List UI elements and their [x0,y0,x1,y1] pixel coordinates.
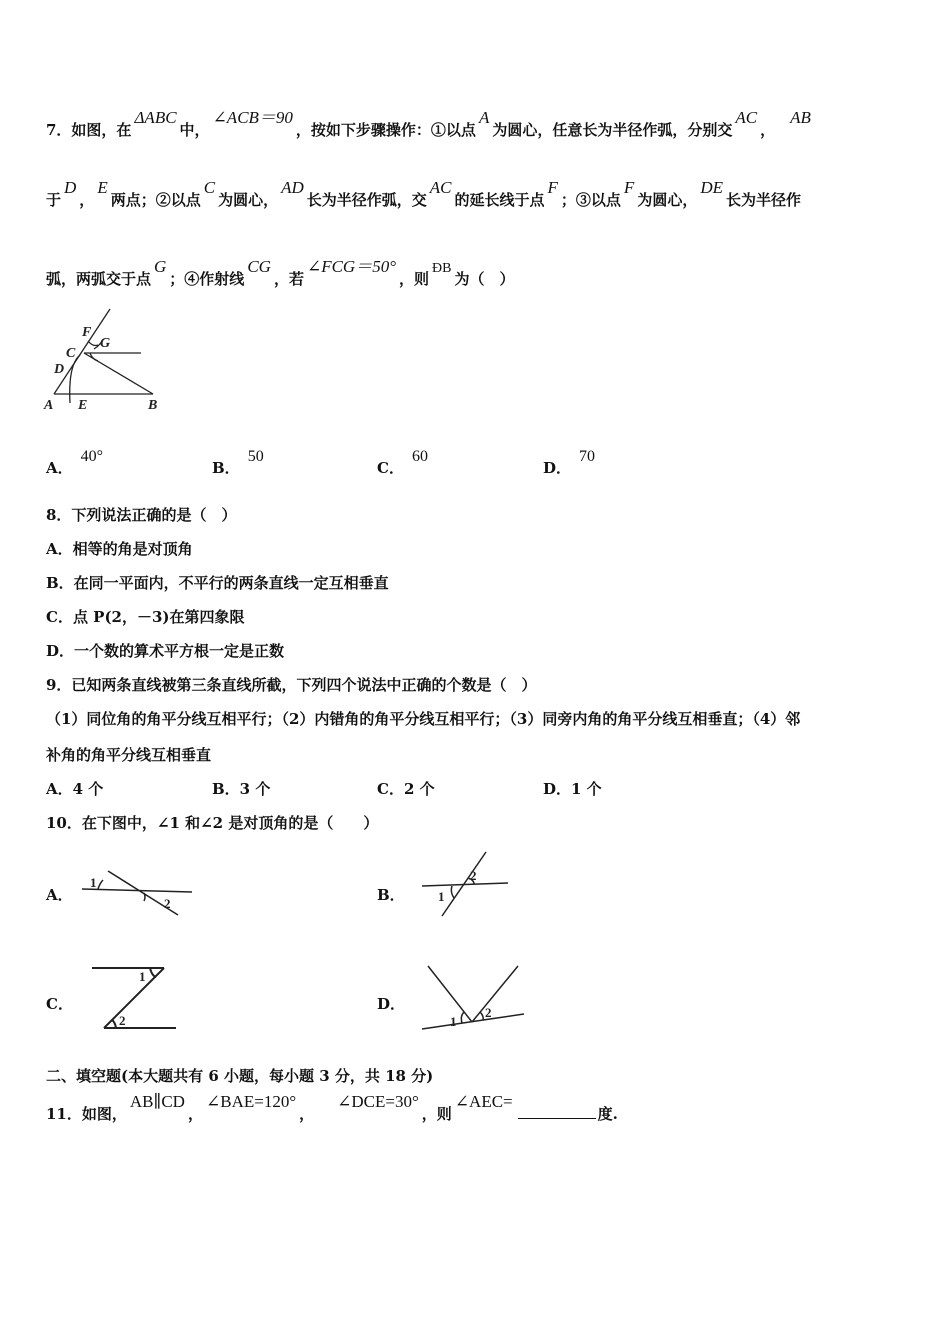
label-1: 1 [90,875,97,890]
text: 长为半径作 [726,191,802,209]
text: 度. [597,1105,618,1123]
q7-line-1 [46,108,814,140]
option-value: 40° [80,448,104,465]
q8-option-d[interactable]: D．一个数的算术平方根一定是正数 [46,642,285,660]
angle-arc [112,1020,116,1028]
text: ；③以点 [560,191,621,209]
option-value: 70 [579,448,596,465]
q10-figure-a [80,865,195,920]
math: AB [790,108,811,127]
q9-stem: 9．已知两条直线被第三条直线所截，下列四个说法中正确的个数是（ ） [46,676,537,694]
q10-option-a[interactable]: A． [46,886,73,904]
math: CG [247,257,271,276]
q7-line-2 [46,178,802,210]
math: DE [700,178,723,197]
angle-arc [150,968,156,977]
option-value: 60 [411,448,428,465]
text: 于 [46,191,62,209]
arc-f [88,341,98,346]
text: ，则 [421,1105,452,1123]
q10-option-b[interactable]: B． [377,886,405,904]
angle-arc [461,1012,464,1023]
q10-option-c[interactable]: C． [46,995,73,1013]
text: 的延长线于点 [454,191,545,209]
math: A [478,108,490,127]
section-2-title: 二、填空题(本大题共有 6 小题，每小题 3 分，共 18 分) [46,1067,434,1085]
text: 中， [179,121,210,139]
label-1: 1 [139,969,146,984]
text: 为圆心， [637,191,698,209]
math: ∠DCE=30° [337,1092,419,1111]
label-a: A [44,398,54,413]
label-b: B [148,398,158,413]
angle-arc [98,880,103,889]
q9-option-c[interactable]: C．2 个 [377,780,435,798]
text: ， [187,1105,203,1123]
option-letter: D． [543,459,572,477]
q9-option-d[interactable]: D．1 个 [543,780,602,798]
option-letter: B． [212,459,240,477]
math: AD [281,178,304,197]
q10-figure-b [418,850,513,920]
angle-arc [451,886,454,898]
text: 弧，两弧交于点 [46,270,152,288]
math: ÐB [432,261,452,276]
math: D [64,178,77,197]
angle-arc [480,1012,483,1020]
math: AB∥CD [129,1092,185,1111]
math: ∠FCG＝50° [306,257,396,276]
q9-statement-2: 补角的角平分线互相垂直 [46,746,212,764]
math: G [154,257,167,276]
q7-figure [40,305,170,415]
label-2: 2 [119,1013,126,1028]
q8-option-a[interactable]: A．相等的角是对顶角 [46,540,193,558]
q9-option-b[interactable]: B．3 个 [212,780,271,798]
label-d: D [54,362,65,377]
text: 为圆心，任意长为半径作弧，分别交 [492,121,733,139]
label-1: 1 [450,1014,457,1029]
text: 两点；②以点 [110,191,201,209]
math: AC [735,108,758,127]
text: ；④作射线 [169,270,245,288]
q10-option-d[interactable]: D． [377,995,406,1013]
text: ，则 [399,270,430,288]
math: C [203,178,216,197]
math: ∠AEC= [454,1092,513,1111]
line [472,966,518,1022]
q7-option-c[interactable] [377,448,431,478]
math: AC [429,178,452,197]
label-2: 2 [470,868,477,883]
q8-stem: 8．下列说法正确的是（ ） [46,506,237,524]
text: ，按如下步骤操作：①以点 [295,121,476,139]
answer-blank[interactable] [518,1104,596,1119]
text: 为（ ） [454,270,515,288]
q8-option-b[interactable]: B．在同一平面内，不平行的两条直线一定互相垂直 [46,574,389,592]
text: ， [79,191,95,209]
math: ΔABC [134,108,177,127]
math: F [547,178,558,197]
ray-ac [54,309,110,394]
label-c: C [66,346,76,361]
q7-option-b[interactable] [212,448,267,478]
option-letter: A． [46,459,73,477]
q7-option-a[interactable] [46,448,106,478]
q7-line-3 [46,257,515,289]
q7-option-d[interactable] [543,448,598,478]
angle-arc [144,893,145,901]
text: ，若 [273,270,304,288]
option-value: 50 [247,448,264,465]
text: 11．如图， [46,1105,127,1123]
label-e: E [78,398,88,413]
text: ， [760,121,776,139]
text: ， [299,1105,315,1123]
math: F [623,178,635,197]
text: 为圆心， [218,191,279,209]
math: ∠ACB＝90 [212,108,293,127]
label-f: F [82,325,92,340]
arc-de [70,355,80,403]
q10-figure-c [88,962,183,1034]
q9-statement-1: （1）同位角的角平分线互相平行；（2）内错角的角平分线互相平行；（3）同旁内角的角平分线互相垂直；（4）邻 [46,710,801,728]
q10-stem: 10．在下图中，∠1 和∠2 是对顶角的是（ ） [46,814,379,832]
label-1: 1 [438,889,445,904]
math: E [97,178,108,197]
math: ∠BAE=120° [205,1092,297,1111]
q9-option-a[interactable]: A．4 个 [46,780,104,798]
q8-option-c[interactable]: C．点 P(2，－3)在第四象限 [46,608,245,626]
text: 7．如图，在 [46,121,132,139]
label-2: 2 [485,1005,492,1020]
q10-figure-d [418,960,528,1035]
text: 长为半径作弧，交 [306,191,427,209]
label-g: G [100,336,111,351]
q11-line [46,1092,618,1124]
label-2: 2 [164,896,171,911]
option-letter: C． [377,459,404,477]
